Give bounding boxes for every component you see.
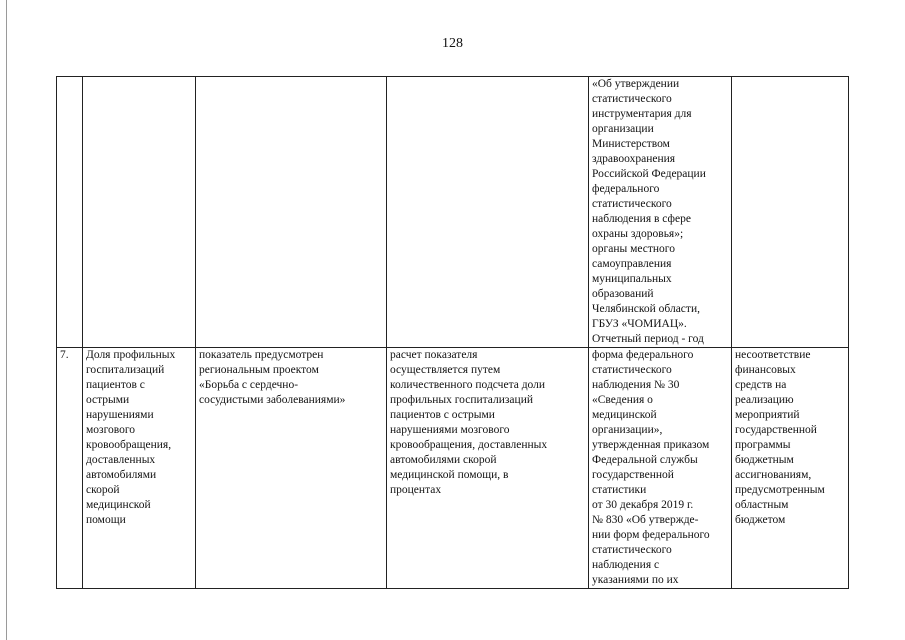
text-line: медицинской <box>592 409 657 421</box>
text-line: инструментария для <box>592 108 692 120</box>
text-line: организации <box>592 123 654 135</box>
cell-indicator <box>83 77 196 348</box>
text-line: государственной <box>735 424 817 436</box>
text-line: «Борьба с сердечно- <box>199 379 299 391</box>
text-line: скорой <box>86 484 120 496</box>
text-line: «Сведения о <box>592 394 653 406</box>
text-line: медицинской <box>86 499 151 511</box>
text-line: расчет показателя <box>390 349 478 361</box>
data-source-text <box>592 77 728 347</box>
text-line: статистики <box>592 484 647 496</box>
cell-number <box>57 77 83 348</box>
text-line: наблюдения № 30 <box>592 379 680 391</box>
text-line: областным <box>735 499 789 511</box>
text-line: автомобилями <box>86 469 157 481</box>
text-line: нарушениями <box>86 409 154 421</box>
text-line: несоответствие <box>735 349 811 361</box>
text-line: осуществляется путем <box>390 364 501 376</box>
risks-text <box>735 348 845 528</box>
text-line: кровообращения, <box>86 439 172 451</box>
cell-basis <box>196 77 387 348</box>
text-line: средств на <box>735 379 787 391</box>
text-line: статистического <box>592 198 672 210</box>
text-line: Доля профильных <box>86 349 176 361</box>
text-line: государственной <box>592 469 674 481</box>
text-line: предусмотренным <box>735 484 825 496</box>
text-line: № 830 «Об утвержде- <box>592 514 699 526</box>
cell-indicator <box>83 348 196 589</box>
indicator-table <box>56 76 849 589</box>
text-line: мозгового <box>86 424 136 436</box>
text-line: региональным проектом <box>199 364 319 376</box>
cell-data-source <box>589 77 732 348</box>
text-line: профильных госпитализаций <box>390 394 534 406</box>
cell-risks <box>732 348 849 589</box>
text-line: доставленных <box>86 454 156 466</box>
cell-data-source <box>589 348 732 589</box>
text-line: здравоохранения <box>592 153 676 165</box>
text-line: медицинской помощи, в <box>390 469 509 481</box>
text-line: федерального <box>592 183 660 195</box>
text-line: наблюдения с <box>592 559 660 571</box>
page-number: 128 <box>442 36 463 51</box>
text-line: Федеральной службы <box>592 454 698 466</box>
page-left-edge <box>6 0 7 640</box>
text-line: самоуправления <box>592 258 672 270</box>
text-line: Челябинской области, <box>592 303 700 315</box>
table-row-7 <box>57 348 849 589</box>
text-line: наблюдения в сфере <box>592 213 691 225</box>
data-source-text <box>592 348 728 588</box>
text-line: Отчетный период - год <box>592 333 704 345</box>
text-line: помощи <box>86 514 126 526</box>
text-line: показатель предусмотрен <box>199 349 324 361</box>
text-line: Министерством <box>592 138 670 150</box>
text-line: ассигнованиям, <box>735 469 812 481</box>
method-text <box>390 348 585 498</box>
text-line: финансовых <box>735 364 796 376</box>
cell-risks <box>732 77 849 348</box>
text-line: госпитализаций <box>86 364 165 376</box>
text-line: бюджетным <box>735 454 794 466</box>
text-line: утвержденная приказом <box>592 439 710 451</box>
text-line: пациентов с острыми <box>390 409 495 421</box>
text-line: автомобилями скорой <box>390 454 497 466</box>
text-line: реализацию <box>735 394 794 406</box>
text-line: ГБУЗ «ЧОМИАЦ». <box>592 318 687 330</box>
cell-number <box>57 348 83 589</box>
text-line: количественного подсчета доли <box>390 379 546 391</box>
text-line: острыми <box>86 394 130 406</box>
text-line: бюджетом <box>735 514 786 526</box>
text-line: программы <box>735 439 791 451</box>
basis-text <box>199 348 383 408</box>
text-line: процентах <box>390 484 442 496</box>
text-line: муниципальных <box>592 273 672 285</box>
text-line: охраны здоровья»; <box>592 228 684 240</box>
cell-basis <box>196 348 387 589</box>
text-line: организации», <box>592 424 663 436</box>
text-line: органы местного <box>592 243 675 255</box>
text-line: кровообращения, доставленных <box>390 439 548 451</box>
text-line: сосудистыми заболеваниями» <box>199 394 346 406</box>
text-line: мероприятий <box>735 409 800 421</box>
text-line: нарушениями мозгового <box>390 424 510 436</box>
text-line: статистического <box>592 544 672 556</box>
row-number: 7. <box>60 349 69 361</box>
text-line: указаниями по их <box>592 574 679 586</box>
text-line: нии форм федерального <box>592 529 710 541</box>
text-line: форма федерального <box>592 349 694 361</box>
text-line: образований <box>592 288 654 300</box>
text-line: пациентов с <box>86 379 145 391</box>
cell-method <box>387 348 589 589</box>
text-line: «Об утверждении <box>592 78 680 90</box>
text-line: статистического <box>592 93 672 105</box>
indicator-text <box>86 348 192 528</box>
text-line: Российской Федерации <box>592 168 706 180</box>
cell-method <box>387 77 589 348</box>
text-line: статистического <box>592 364 672 376</box>
text-line: от 30 декабря 2019 г. <box>592 499 694 511</box>
table-row-continuation <box>57 77 849 348</box>
